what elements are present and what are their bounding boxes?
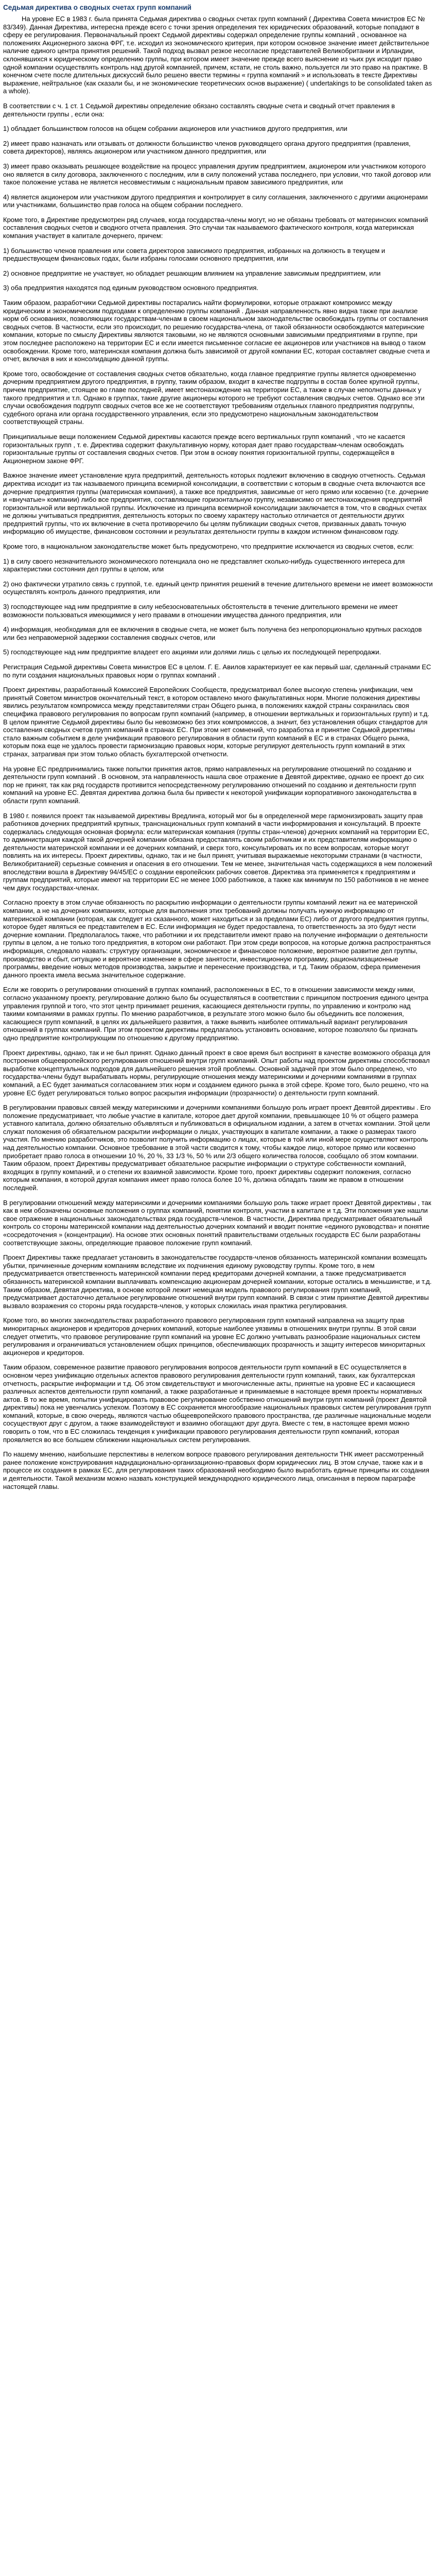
paragraph: 2) основное предприятие не участвует, но обладает решающим влиянием на управление зависимым предприятием, или [3,269,381,277]
paragraph: 2) имеет право назначать или отзывать от должности большинство членов руководящего органа другого предприятия (правления, совета директоров), являясь акционером или участником данного предприятия, или [3,139,411,156]
paragraph: Таким образом, современное развитие правового регулирования вопросов деятельности групп компаний в ЕС осуществляется в основном через унификацию отдельных аспектов правового регулирования деятельности групп компаний, таких, как бухгалтерская отчетность, раскрытие информации и т.д. Об этом свидетельствуют и многочисленные акты, принятые на уровне ЕС и касающиеся различных аспектов деятельности групп компаний, а также разработанные и принимаемые в настоящее время проекты нормативных актов. В то же время, попытки унифицировать правовое регулирование собственно отношений внутри групп компаний (проект Девятой директивы) пока не увенчались успехом. Поэтому в ЕС сохраняется многообразие национальных правовых систем регулирования групп компаний, которые, в свою очередь, являются частью общеевропейского правового пространства, где различные национальные модели сосуществуют друг с другом, а также взаимодействуют и взаимно обогащают друг друга. Вместе с тем, в настоящее время можно говорить о том, что в ЕС сложилась тенденция к унификации правового регулирования деятельности групп компаний, которая проявляется во все большем сближении национальных систем регулирования. [3,1363,431,1444]
paragraph: На уровне ЕС в 1983 г. была принята Седьмая директива о сводных счетах групп компаний ( Директива Совета министров ЕС № 83/349). Данная Директива, интересна прежде всего с точки зрения определения тех юридических образований, которые попадают в сферу ее регулирования. Первоначальный проект Седьмой директивы содержал определение группы компаний , основанное на положениях Акционерного закона ФРГ, т.е. исходил из экономического критерия, при котором основное значение имеет действительное наличие единого центра принятия решений. Такой подход вызвал резкое несогласие представителей Великобритании и Ирландии, склонявшихся к юридическому определению группы, при котором имеет значение прежде всего выяснение из чьих рук исходит право одной компании осуществлять контроль над другой компанией, причем, кстати, не столь важно, пользуется ли это право на практике. В конечном счете после длительных дискуссий было решено ввести термины « группа компаний » и использовать в тексте Директивы выражение, нейтральное (как сказали бы, и не экономические теоретических основ выражение) ( undertakings to be consolidated taken as a whole). [3,15,432,95]
paragraph: 1) большинство членов правления или совета директоров зависимого предприятия, избранных на должность в текущем и предшествующем финансовых годах, были избраны голосами основного предприятия, или [3,246,386,263]
paragraph: Регистрация Седьмой директивы Совета министров ЕС в целом. Г. Е. Авилов характеризует ее как первый шаг, сделанный странами ЕС по пути создания национальных правовых норм о группах компаний . [3,663,431,679]
paragraph: По нашему мнению, наибольшие перспективы в нелегком вопросе правового регулирования деятельности ТНК имеет рассмотренный ранее положение конструирования надндационально-организационно-правовых форм юридических лиц. В этом случае, также как и в процессе их создания в рамках ЕС, для регулирования таких образований необходимо было выработать единые принципы их создания и деятельности. Такой механизм можно назвать конструкцией международного юридического лица, описанная в первом параграфе настоящей главы. [3,1450,429,1490]
paragraph: В регулировании правовых связей между материнскими и дочерними компаниями большую роль играет проект Девятой директивы . Его положение предусматривает, что любые участие в капитале, которое дает другой компании, превышающее 10 % от общего размера уставного капитала, должно обязательно объявляться и публиковаться в официальном издании, а затем в отчетах компании. Этой цели служат положения об обязательном раскрытии информации о лицах, участвующих в капитале компании, а также о размерах такого участия. По мнению разработчиков, это позволит получить информацию о лицах, которые в той или иной мере осуществляют контроль над деятельностью компании. Основное требование в этой части сводится к тому, чтобы каждое лицо, которое прямо или косвенно приобретает право голоса в отношении 10 %, 20 %, 33 1/3 %, 50 % или 2/3 общего количества голосов, сообщало об этом компании. Таким образом, проект Директивы предусматривает обязательное раскрытие информации о структуре собственности компаний, входящих в группу компаний, и о степени их взаимной зависимости. Кроме того, проект директивы содержит положения, согласно которым компания, в которой другая компания имеет право голоса более 10 %, должна обладать таким же правом в отношении последней. [3,1104,431,1192]
paragraph: 2) оно фактически утратило связь с группой, т.е. единый центр принятия решений в течение длительного времени не имеет возможности осуществлять контроль данного предприятия, или [3,580,433,596]
paragraph: Принципиальные вещи положением Седьмой директивы касаются прежде всего вертикальных групп компаний , что не касается горизонтальных групп , т. е. Директива содержит факультативную норму, которая дает право государствам-членам освобождать горизонтальные группы от составления сводных счетов. При этом в основу понятия горизонтальной группы, содержащейся в Акционерном законе ФРГ. [3,432,405,465]
paragraph: В регулировании отношений между материнскими и дочерними компаниями большую роль также играет проект Девятой директивы , так как в нем обозначены основные положения о группах компаний, понятии контроля, участии в капитале и т.д. Эти положения уже нашли свое отражение в национальных законодательствах ряда государств-членов. В частности, Директива предусматривает обязательный контроль со стороны материнской компании над деятельностью дочерних компаний и вводит понятие «единого руководства» и понятие «сосредоточения » (концентрации). На основе этих основных понятий правительствами отдельных государств ЕС были разработаны соответствующие законы, определяющие правовое положение групп компаний. [3,1198,431,1247]
paragraph: В соответствии с ч. 1 ст. 1 Седьмой директивы определение обязано составлять сводные счета и сводный отчет правления в деятельности группы , если она: [3,101,395,118]
paragraph: Кроме того, в Директиве предусмотрен ряд случаев, когда государства-члены могут, но не обязаны требовать от материнских компаний составления сводных счетов и сводного отчета правления. Это случаи так называемого фактического контроля, когда материнская компания участвует в капитале дочернего, причем: [3,215,428,240]
paragraph: Согласно проекту в этом случае обязанность по раскрытию информации о деятельности группы компаний лежит на ее материнской компании, а не на дочерних компаниях, которые для выполнения этих требований должны получать нужную информацию от материнской компании (которая, как следует из сказанного, может находиться и за пределами ЕС) либо от другого предприятия группы, которое будет являться ее представителем в ЕС. Если информация не будет предоставлена, то ответственность за это будут нести дочерние компании. Предполагалось также, что работники и их представители имеют право на получение информации о деятельности группы в целом, а не только того предприятия, в котором они работают. При этом среди вопросов, на которые должна распространяться информация, следовало назвать: структуру организации, экономическое и финансовое положение, вероятное развитие дел группы, производство и сбыт, ситуацию и вероятное изменение в сфере занятости, инвестиционную программу, рационализационные программы, введение новых методов производства, закрытие и перенесение производства, и т.д. Таким образом, сфера применения данного проекта имела весьма значительное содержание. [3,899,431,979]
paragraph: 4) информация, необходимая для ее включения в сводные счета, не может быть получена без непропорционально крупных расходов или без неправомерной задержки составления сводных счетов, или [3,625,422,641]
paragraph: На уровне ЕС предпринимались также попытки принятия актов, прямо направленных на регулирование отношений по созданию и деятельности групп компаний . В основном, эта направленность нашла свое отражение в Девятой директиве, однако ее проект до сих пор не принят, так как ряд государств противится непосредственному регулированию отношений по созданию и деятельности групп компаний на уровне ЕС. Девятая директива должна была бы привести к некоторой унификации корпоративного законодательства в области групп компаний. [3,765,424,805]
paragraph: Важное значение имеет установление круга предприятий, деятельность которых подлежит включению в сводную отчетность. Седьмая директива исходит из так называемого принципа всемирной консолидации, в соответствии с которым в сводные счета включаются все дочерние предприятия группы (материнская компания), а также все предприятия, зависимые от него прямо или косвенно (т.е. дочерние и «внучатые» компании) либо все предприятия, составляющие горизонтальную группу, независимо от местонахождения предприятий горизонтальной или вертикальной группы. Исключение из принципа всемирной консолидации заключается в том, что в сводных счетах не должны учитываться предприятия, деятельность которых по своему характеру настолько отличается от деятельности других предприятий группы, что их включение в счета противоречило бы целям публикации сводных счетов, призванных давать точную информацию об имуществе, финансовом состоянии и результатах деятельности группы в каждом истинном финансовом году. [3,471,429,536]
document-title: Седьмая директива о сводных счетах групп компаний [3,4,191,11]
paragraph: 4) является акционером или участником другого предприятия и контролирует в силу соглашения, заключенного с другими акционерами или участниками, большинство прав голоса на общем собрании последнего. [3,193,428,209]
document-body [3,15,433,1490]
paragraph: Проект директивы, разработанный Комиссией Европейских Сообществ, предусматривал более высокую степень унификации, чем принятый Советом министров окончательный текст, в котором оставлено много факультативных норм. Многие положения директивы явились результатом компромисса между представителями стран Общего рынка, в положениях каждой страны сохранилась своя специфика правового регулирования по вопросам групп компаний (например, в отношении вертикальных и горизонтальных групп) и т.д. В целом принятие Седьмой директивы было бы невозможно без этих компромиссов, а значит, без установления общих стандартов для составления сводных счетов групп компаний в странах ЕС. При этом нет сомнений, что разработка и принятие Седьмой директивы стало важным событием в деле унификации правового регулирования в области групп компаний в ЕС и в странах Общего рынка, которым пока еще не удалось провести гармонизацию правовых норм, которые регулируют деятельность групп компаний в этих странах, затрагивая при этом только область бухгалтерской отчетности. [3,686,429,758]
paragraph: 5) господствующее над ним предприятие владеет его акциями или долями лишь с целью их последующей перепродажи. [3,648,381,656]
paragraph: 1) в силу своего незначительного экономического потенциала оно не представляет сколько-нибудь существенного интереса для характеристики состояния дел группы в целом, или [3,557,405,573]
paragraph: 1) обладает большинством голосов на общем собрании акционеров или участников другого предприятия, или [3,125,347,133]
paragraph: Кроме того, во многих законодательствах разработанного правового регулирования групп компаний направлена на защиту прав миноритарных акционеров и кредиторов дочерних компаний, которые наиболее уязвимы в отношениях внутри группы. В этой связи следует отметить, что правовое регулирование групп компаний на уровне ЕС должно учитывать разнообразие национальных систем регулирования и ограничиваться установлением общих принципов, обеспечивающих прозрачность и защиту интересов миноритарных акционеров и кредиторов. [3,1316,426,1357]
paragraph: Кроме того, освобождение от составления сводных счетов обязательно, когда главное предприятие группы является одновременно дочерним предприятием другого предприятия, в группу, таким образом, входит в качестве подгруппы в состав более крупной группы, причем предприятие, стоящее во главе последней, имеет местонахождение на территории ЕС, а также в случае неполноты данных у такого предприятия и т.п. Однако в группах, такие другие акционеры которого не требуют составления сводных счетов. Однако все эти случаи освобождения подгрупп сводных счетов все же не соответствуют требованиям отдельных главного предприятия подгруппы, судебного органа или органа государственного управления, если это предусмотрено национальным законодательством соответствующей страны. [3,369,425,426]
paragraph: 3) оба предприятия находятся под единым руководством основного предприятия. [3,284,258,292]
paragraph: 3) имеет право оказывать решающее воздействие на процесс управления другим предприятием, акционером или участником которого оно является в силу договора, заключенного с последним, или в силу положений устава последнего, при условии, что такой договор или такое положение устава не является несовместимым с национальным правом зависимого предприятия, или [3,162,431,187]
paragraph: В 1980 г. появился проект так называемой директивы Вредлинга, который мог бы в определенной мере гармонизировать защиту прав работников дочерних предприятий крупных, транснациональных групп компаний в части информирования и консультаций. В проекте содержалась следующая основная формула: если материнская компания (группы стран-членов) дочерних компаний на территории ЕС, то администрация каждой такой дочерней компании обязана предоставлять своим работникам и их представителям информацию о деятельности материнской компании и ее дочерних компаний, и сверх того, консультировать их по всем вопросам, которые могут повлиять на их интересы. Проект директивы, однако, так и не был принят, учитывая выражаемые некоторыми странами (в частности, Великобританией) серьезные сомнения и опасения в его отношении. Тем не менее, значительная часть содержащихся в нем положений впоследствии вошла в Директиву 94/45/ЕС о создании европейских рабочих советов. Директива эта применяется к предприятиям и группам предприятий, которые имеют на территории ЕС не менее 1000 работников, а также как минимум по 150 работников в не менее чем двух государствах-членах. [3,811,432,892]
paragraph: Проект директивы, однако, так и не был принят. Однако данный проект в свое время был воспринят в качестве возможного образца для построения общеевропейского регулирования отношений внутри групп компаний. Опыт работы над проектом директивы способствовал выработке концептуальных подходов для дальнейшего решения этой проблемы. Основной задачей при этом было определено, что государства-члены будут вырабатывать нормы, регулирующие отношения между материнскими и дочерними компаниями в группах компаний, а ЕС будет заниматься согласованием этих норм и созданием единого рынка в этой сфере. Кроме того, было решено, что на уровне ЕС будет регулироваться только вопрос раскрытия информации (прозрачности) о деятельности групп компаний. [3,1048,430,1097]
paragraph: Кроме того, в национальном законодательстве может быть предусмотрено, что предприятие исключается из сводных счетов, если: [3,543,414,551]
paragraph: 3) господствующее над ним предприятие в силу небезосновательных обстоятельств в течение длительного времени не имеет возможности пользоваться имеющимися у него правами в отношении имущества данного предприятия, или [3,603,398,619]
paragraph: Если же говорить о регулировании отношений в группах компаний, расположенных в ЕС, то в отношении зависимости между ними, согласно указанному проекту, регулирование должно было бы осуществляться в соответствии с принципом построения единого центра управления группой и того, что этот центр принимает решения, касающиеся деятельности группы, по управлению и контролю над такими компаниями в рамках группы. По мнению разработчиков, в результате этого можно было бы объединить все положения, касающиеся групп компаний, в целях их дальнейшего развития, а также выявить наиболее оптимальный вариант регулирования отношений в группах компаний. При этом проектом директивы предлагалось установить основание, которое позволяло бы признать одно предприятие контролирующим по отношению к другому предприятию. [3,986,429,1042]
paragraph: Проект Директивы также предлагает установить в законодательстве государств-членов обязанность материнской компании возмещать убытки, причиненные дочерним компаниям вследствие их подчинения единому руководству группы. Кроме того, в нем предусматривается ответственность материнской компании перед кредиторами дочерней компании, а также предусматривается обязанность материнской компании выплачивать компенсацию акционерам дочерней компании, которые остались в меньшинстве, и т.д. Таким образом, Девятая директива, в основе которой лежит немецкая модель правового регулирования групп компаний, предусматривает достаточно детальное регулирование отношений внутри групп компаний. В связи с этим принятие Девятой директивы вызвало возражения со стороны ряда государств-членов, у которых сложилась иная практика регулирования. [3,1253,432,1310]
paragraph: Таким образом, разработчики Седьмой директивы постарались найти формулировки, которые отражают компромисс между юридическим и экономическим подходами к определению группы компаний . Данная направленность явно видна также при анализе норм об основаниях, позволяющих государствам-членам в своем национальном законодательстве освобождать группы от составления сводных счетов. В частности, если это происходит, по решению государства-члена, от такой обязанности освобождаются материнские компании, которые по смыслу Директивы являются таковыми, но не являются основными зависимыми предприятиями в группе, при этом последнее расположено на территории ЕС и если имеется письменное согласие ее акционеров или участников на вывод о таком освобождении. Кроме того, материнская компания должна быть зависимой от другой компании ЕС, которая составляет сводные счета и отчет, включая в них и консолидацию данной группы. [3,299,430,363]
